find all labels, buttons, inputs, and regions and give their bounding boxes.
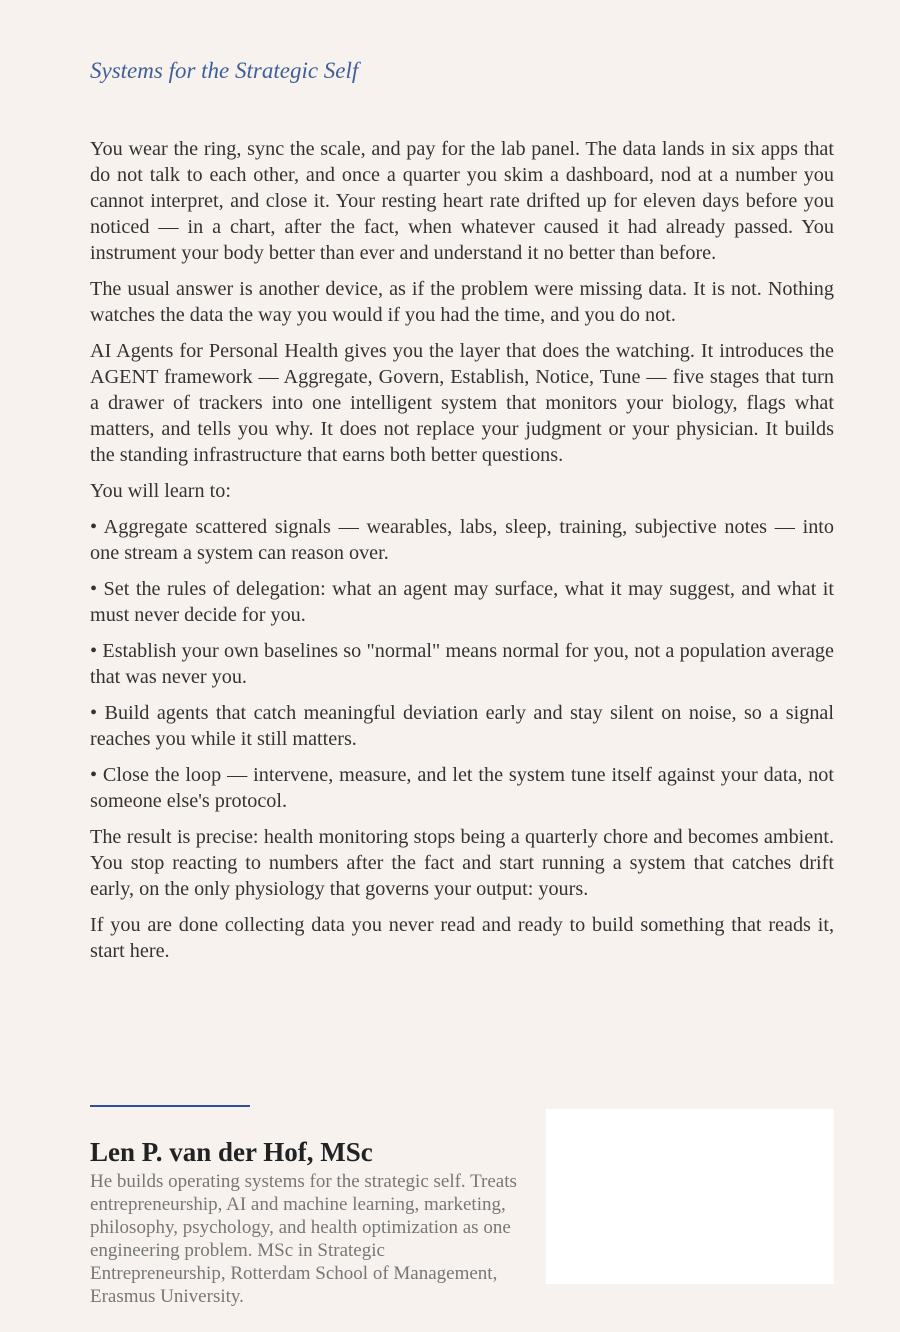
bullet-establish: • Establish your own baselines so "normal" means normal for you, not a population average that was never you.	[90, 640, 834, 688]
author-bio: He builds operating systems for the strategic self. Treats entrepreneurship, AI and machine learning, marketing, philosophy, psychology, and health optimization as one engineering problem. MSc in Strategic Entrepreneurship, Rotterdam School of Management, Erasmus University.	[90, 1171, 517, 1307]
paragraph-framework: AI Agents for Personal Health gives you the layer that does the watching. It introduces the AGENT framework — Aggregate, Govern, Establish, Notice, Tune — five stages that turn a drawer of trackers into one intelligent system that monitors your biology, flags what matters, and tells you why. It does not replace your judgment or your physician. It builds the standing infrastructure that earns both better questions.	[90, 340, 834, 466]
author-photo-placeholder	[546, 1109, 834, 1284]
paragraph-call-to-action: If you are done collecting data you never read and ready to build something that reads it, start here.	[90, 914, 834, 962]
paragraph-result: The result is precise: health monitoring stops being a quarterly chore and becomes ambient. You stop reacting to numbers after the fact and start running a system that catches drift early, on the only physiology that governs your output: yours.	[90, 826, 834, 900]
author-name: Len P. van der Hof, MSc	[90, 1137, 373, 1167]
author-divider	[90, 1105, 250, 1107]
series-title: Systems for the Strategic Self	[90, 58, 359, 83]
bullet-tune: • Close the loop — intervene, measure, and let the system tune itself against your data, not someone else's protocol.	[90, 764, 834, 812]
paragraph-problem: The usual answer is another device, as if the problem were missing data. It is not. Nothing watches the data the way you would if you had the time, and you do not.	[90, 278, 834, 326]
bullet-notice: • Build agents that catch meaningful deviation early and stay silent on noise, so a signal reaches you while it still matters.	[90, 702, 834, 750]
blurb-body	[90, 136, 834, 974]
bullet-govern: • Set the rules of delegation: what an agent may surface, what it may suggest, and what it must never decide for you.	[90, 578, 834, 626]
paragraph-intro: You wear the ring, sync the scale, and pay for the lab panel. The data lands in six apps that do not talk to each other, and once a quarter you skim a dashboard, nod at a number you cannot interpret, and close it. Your resting heart rate drifted up for eleven days before you noticed — in a chart, after the fact, when whatever caused it had already passed. You instrument your body better than ever and understand it no better than before.	[90, 138, 834, 264]
paragraph-learn-intro: You will learn to:	[90, 480, 231, 502]
bullet-aggregate: • Aggregate scattered signals — wearables, labs, sleep, training, subjective notes — into one stream a system can reason over.	[90, 516, 834, 564]
